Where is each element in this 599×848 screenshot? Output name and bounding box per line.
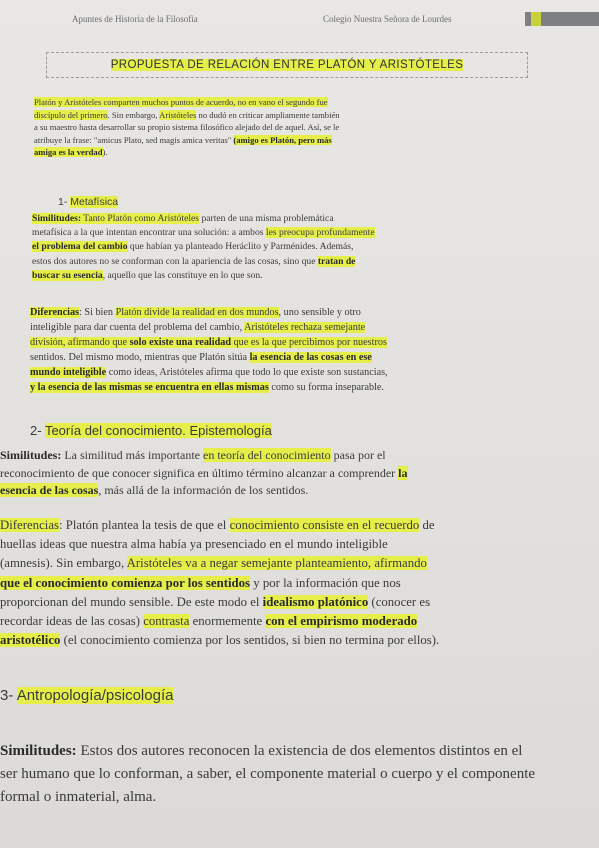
intro-text: a su maestro hasta desarrollar su propio sistema filosófico alejado del de aquel. Así, se le — [34, 122, 340, 133]
paragraph-metafisica-diferencias: Diferencias: Si bien Platón divide la realidad en dos mundos, uno sensible y otro inteligible para dar cuenta del problema del cambio, Aristóteles rechaza semejante división, afirmando que solo existe una realidad que es la que percibimos por nuestros sentidos. Del mismo modo, mientras que Platón sitúa la esencia de las cosas en ese mundo inteligible como ideas, Aristóteles afirma que todo lo que existe son sustancias, y la esencia de las mismas se encuentra en ellas mismas como su forma inseparable. — [30, 307, 388, 393]
intro-text: amiga es la verdad — [34, 147, 103, 158]
paragraph-conocimiento-diferencias: Diferencias: Platón plantea la tesis de que el conocimiento consiste en el recuerdo de huellas ideas que nuestra alma había ya presenciado en el mundo inteligible (amnesis). Sin embargo, Aristóteles va a negar semejante planteamiento, afirmando que el conocimiento comienza por los sentidos y por la información que nos proporcionan del mundo sensible. De este modo el idealismo platónico (conocer es recordar ideas de las cosas) contrasta enormemente con el empirismo moderado aristotélico (el conocimiento comienza por los sentidos, si bien no termina por ellos). — [0, 518, 440, 648]
intro-text: discípulo del primero — [34, 109, 108, 120]
intro-text: Platón y Aristóteles comparten muchos puntos de acuerdo, no en vano — [34, 97, 278, 107]
intro-text: el segundo fue — [277, 97, 328, 107]
intro-paragraph — [34, 96, 534, 159]
section-heading-metafisica: 1- Metafísica — [58, 196, 119, 208]
intro-text: no dudó en criticar ampliamente también — [196, 109, 340, 120]
header-tab-marker — [525, 12, 599, 26]
paragraph-metafisica-similitudes: Similitudes: Tanto Platón como Aristóteles parten de una misma problemática metafísica a la que intentan encontrar una solución: a ambos les preocupa profundamente el problema del cambio que habían ya planteado Heráclito y Parménides. Además, estos dos autores no se conforman con la apariencia de las cosas, sino que tratan de buscar su esencia, aquello que las constituye en lo que son. — [32, 213, 375, 281]
document-title-box — [46, 52, 528, 78]
intro-text: Aristóteles — [159, 109, 197, 120]
document-title: PROPUESTA DE RELACIÓN ENTRE PLATÓN Y ARISTÓTELES — [110, 59, 464, 71]
paragraph-conocimiento-similitudes: Similitudes: La similitud más importante en teoría del conocimiento pasa por el reconocimiento de que conocer significa en último término alcanzar a comprender la esencia de las cosas, más allá de la información de los sentidos. — [0, 448, 408, 497]
header-right: Colegio Nuestra Señora de Lourdes — [323, 14, 452, 24]
section-heading-epistemologia: 2- Teoría del conocimiento. Epistemología — [30, 423, 272, 438]
intro-text: (amigo es Platón, pero más — [233, 134, 332, 145]
paragraph-antropologia-similitudes: Similitudes: Estos dos autores reconocen la existencia de dos elementos distintos en el ser humano que lo conforman, a saber, el componente material o cuerpo y el componente formal o inmaterial, alma. — [0, 743, 536, 805]
intro-text: ). — [102, 147, 108, 158]
intro-text: . Sin embargo, — [107, 109, 160, 120]
intro-text: atribuye la frase: "amicus Plato, sed magis amica veritas" — [34, 134, 234, 145]
header-left: Apuntes de Historia de la Filosofía — [72, 14, 198, 24]
section-heading-antropologia: 3- Antropología/psicología — [0, 687, 174, 704]
